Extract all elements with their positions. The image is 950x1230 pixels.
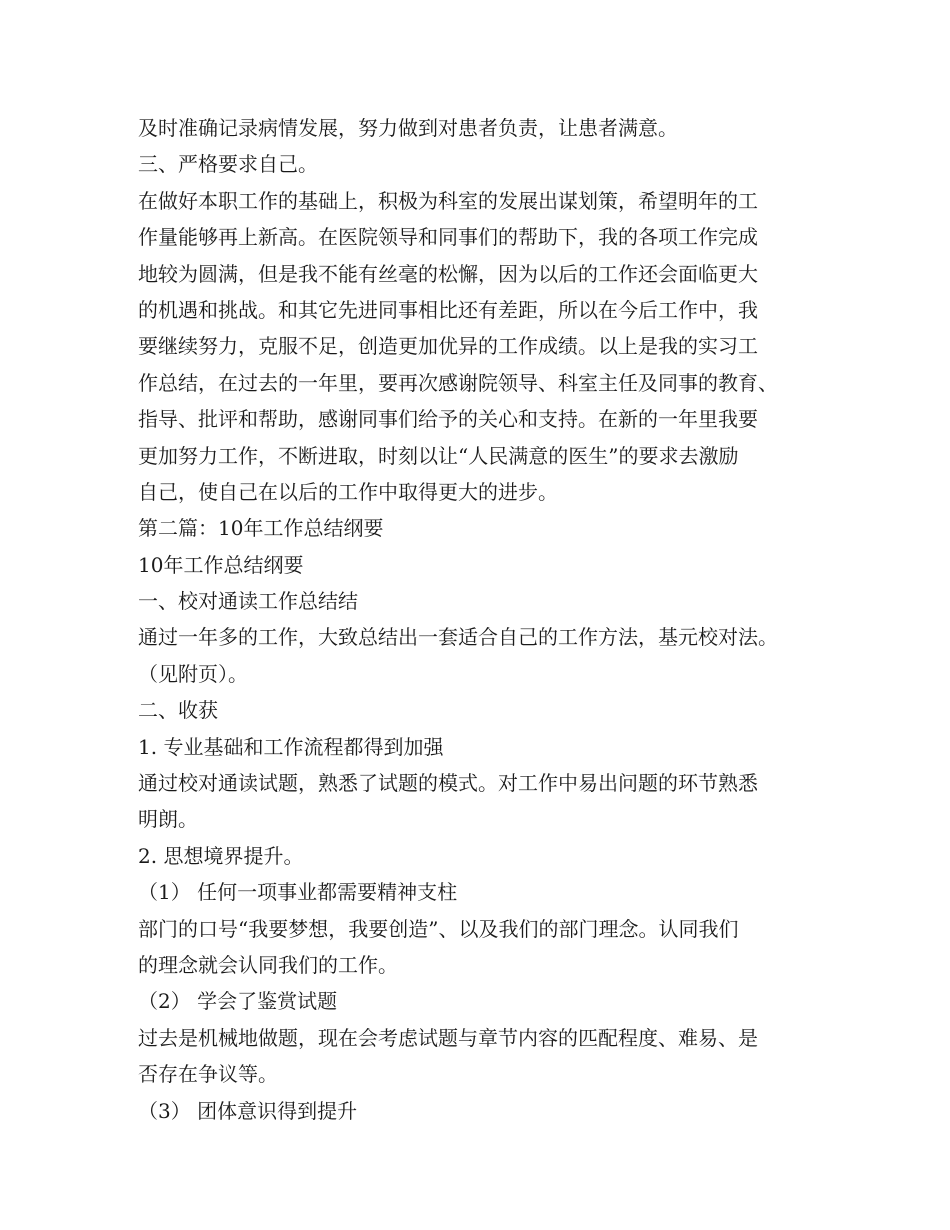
subsection-heading: 1. 专业基础和工作流程都得到加强 xyxy=(138,734,444,759)
text-line: 的理念就会认同我们的工作。 xyxy=(138,952,398,977)
chapter-heading: 第二篇：10年工作总结纲要 xyxy=(138,516,384,541)
text-line: 要继续努力，克服不足，创造更加优异的工作成绩。以上是我的实习工 xyxy=(138,334,758,359)
text-line: 更加努力工作，不断进取，时刻以让“人民满意的医生”的要求去激励 xyxy=(138,443,739,468)
text-line: 通过校对通读试题，熟悉了试题的模式。对工作中易出问题的环节熟悉 xyxy=(138,771,758,796)
section-heading: 一、校对通读工作总结结 xyxy=(138,589,358,614)
text-line: 部门的口号“我要梦想，我要创造”、以及我们的部门理念。认同我们 xyxy=(138,916,739,941)
text-line: 明朗。 xyxy=(138,807,198,832)
text-line: 地较为圆满，但是我不能有丝毫的松懈，因为以后的工作还会面临更大 xyxy=(138,261,758,286)
section-heading: 二、收获 xyxy=(138,698,218,723)
text-line: 通过一年多的工作，大致总结出一套适合自己的工作方法，基元校对法。 xyxy=(138,625,778,650)
text-line: 自己，使自己在以后的工作中取得更大的进步。 xyxy=(138,479,558,504)
text-line: 及时准确记录病情发展，努力做到对患者负责，让患者满意。 xyxy=(138,116,678,140)
document-title: 10年工作总结纲要 xyxy=(138,552,304,577)
text-line: 否存在争议等。 xyxy=(138,1062,278,1087)
document-body xyxy=(138,110,838,1129)
text-line: 作量能够再上新高。在医院领导和同事们的帮助下，我的各项工作完成 xyxy=(138,225,758,250)
text-line: 作总结，在过去的一年里，要再次感谢院领导、科室主任及同事的教育、 xyxy=(138,370,778,395)
text-line: 的机遇和挑战。和其它先进同事相比还有差距，所以在今后工作中，我 xyxy=(138,297,758,322)
text-line: 指导、批评和帮助，感谢同事们给予的关心和支持。在新的一年里我要 xyxy=(138,407,758,432)
text-line: 过去是机械地做题，现在会考虑试题与章节内容的匹配程度、难易、是 xyxy=(138,1025,758,1050)
subsection-heading: 2. 思想境界提升。 xyxy=(138,843,304,868)
list-item-heading: （2） 学会了鉴赏试题 xyxy=(138,989,338,1014)
text-line: 在做好本职工作的基础上，积极为科室的发展出谋划策，希望明年的工 xyxy=(138,188,758,213)
text-line: （见附页）。 xyxy=(138,661,248,686)
section-heading: 三、严格要求自己。 xyxy=(138,152,318,177)
list-item-heading: （1） 任何一项事业都需要精神支柱 xyxy=(138,880,458,905)
list-item-heading: （3） 团体意识得到提升 xyxy=(138,1098,358,1123)
